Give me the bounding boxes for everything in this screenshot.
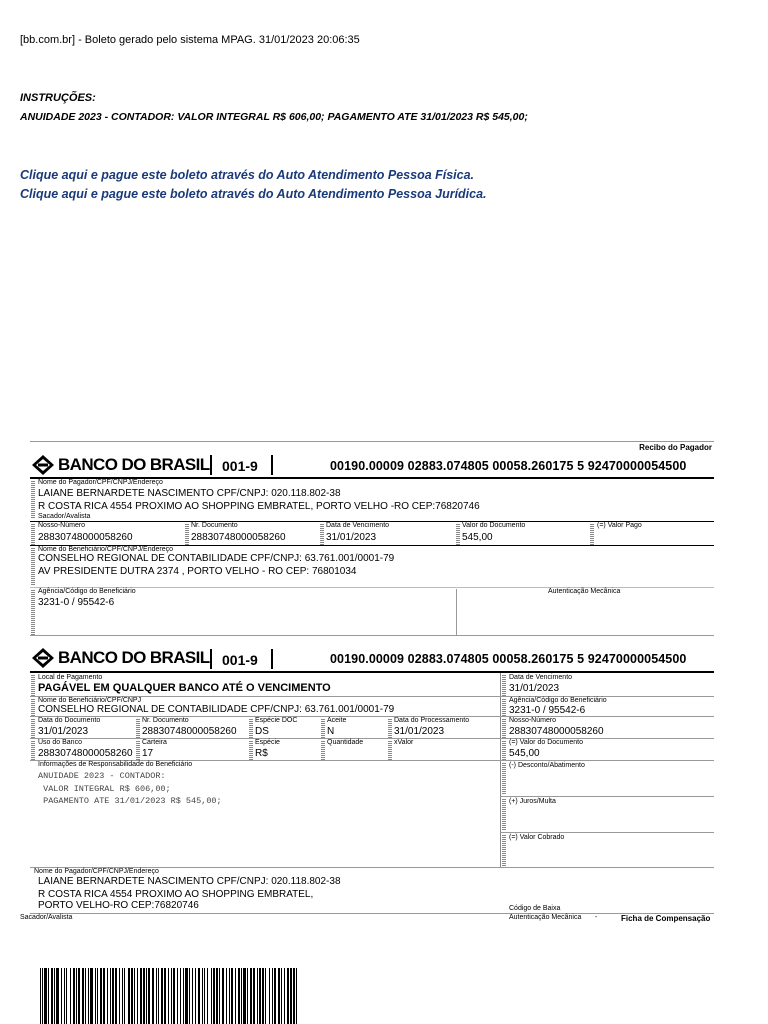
data-documento-value: 31/01/2023	[38, 726, 89, 737]
ficha-nr-doc-value: 28830748000058260	[142, 726, 237, 737]
valor-documento-label: Valor do Documento	[462, 522, 526, 529]
payer-line2: R COSTA RICA 4554 PROXIMO AO SHOPPING EMBRATEL, PORTO VELHO -RO CEP:76820746	[38, 501, 480, 512]
rule	[30, 738, 714, 739]
rule	[500, 832, 714, 833]
especie-label: Espécie	[255, 739, 280, 746]
nr-documento-value: 28830748000058260	[191, 532, 286, 543]
field-marker	[31, 547, 35, 585]
uso-banco-value: 28830748000058260	[38, 748, 133, 759]
data-documento-label: Data do Documento	[38, 717, 101, 724]
ficha-autenticacao-label: Autenticação Mecânica	[509, 914, 582, 921]
receipt-top-rule	[30, 441, 714, 442]
rule	[500, 796, 714, 797]
valor-cobrado-label: (=) Valor Cobrado	[509, 834, 565, 841]
field-marker	[502, 674, 506, 696]
bank-name: BANCO DO BRASIL	[58, 648, 210, 667]
dash-separator: -	[595, 914, 598, 921]
info-beneficiario-label: Informações de Responsabilidade do Beneficiário	[38, 761, 193, 768]
sacador-label: Sacador/Avalista	[38, 513, 91, 520]
barcode	[40, 968, 436, 1024]
rule	[30, 913, 714, 914]
divider	[456, 589, 457, 635]
field-marker	[590, 523, 594, 545]
bank-name: BANCO DO BRASIL	[58, 455, 210, 474]
carteira-value: 17	[142, 748, 154, 759]
beneficiario-line1: CONSELHO REGIONAL DE CONTABILIDADE CPF/CNPJ: 63.761.001/0001-79	[38, 553, 395, 564]
info-line: ANUIDADE 2023 - CONTADOR:	[38, 771, 166, 781]
especie-value: R$	[255, 748, 268, 759]
rule	[30, 635, 714, 636]
receipt-title: Recibo do Pagador	[639, 443, 712, 452]
field-marker	[502, 762, 506, 794]
ficha-nosso-numero-value: 28830748000058260	[509, 726, 604, 737]
ficha-vencimento-value: 31/01/2023	[509, 683, 560, 694]
field-marker	[136, 740, 140, 760]
ficha-agencia-value: 3231-0 / 95542-6	[509, 705, 586, 716]
divider	[271, 455, 273, 475]
digitable-line: 00190.00009 02883.074805 00058.260175 5 92470000054500	[330, 652, 687, 666]
xvalor-label: xValor	[394, 739, 414, 746]
page-header-text: [bb.com.br] - Boleto gerado pelo sistema MPAG. 31/01/2023 20:06:35	[20, 34, 360, 46]
field-marker	[502, 834, 506, 866]
field-marker	[249, 718, 253, 738]
field-marker	[31, 740, 35, 760]
field-marker	[502, 718, 506, 738]
field-marker	[456, 523, 460, 545]
beneficiario-label: Nome do Beneficiário/CPF/CNPJ/Endereço	[38, 546, 174, 553]
field-marker	[31, 589, 35, 635]
ficha-valor-doc-label: (=) Valor do Documento	[509, 739, 583, 746]
field-marker	[31, 718, 35, 738]
barcode-bar	[297, 968, 299, 1024]
divider	[500, 673, 501, 867]
field-marker	[320, 523, 324, 545]
local-pagamento-value: PAGÁVEL EM QUALQUER BANCO ATÉ O VENCIMENTO	[38, 682, 331, 694]
info-line: PAGAMENTO ATE 31/01/2023 R$ 545,00;	[38, 796, 222, 806]
juros-label: (+) Juros/Multa	[509, 798, 556, 805]
nr-documento-label: Nr. Documento	[191, 522, 238, 529]
ficha-beneficiario-value: CONSELHO REGIONAL DE CONTABILIDADE CPF/CNPJ: 63.761.001/0001-79	[38, 704, 395, 715]
link-pessoa-fisica[interactable]: Clique aqui e pague este boleto através do Auto Atendimento Pessoa Física.	[20, 168, 475, 182]
ficha-sacador-label: Sacador/Avalista	[20, 914, 73, 921]
ficha-nosso-numero-label: Nosso-Número	[509, 717, 557, 724]
data-processamento-value: 31/01/2023	[394, 726, 445, 737]
field-marker	[31, 480, 35, 518]
aceite-value: N	[327, 726, 335, 737]
ficha-pagador-line2: R COSTA RICA 4554 PROXIMO AO SHOPPING EMBRATEL,	[38, 889, 314, 900]
digitable-line: 00190.00009 02883.074805 00058.260175 5 92470000054500	[330, 459, 687, 473]
desconto-label: (-) Desconto/Abatimento	[509, 762, 585, 769]
payer-line1: LAIANE BERNARDETE NASCIMENTO CPF/CNPJ: 020.118.802-38	[38, 488, 341, 499]
divider	[210, 649, 212, 669]
rule	[30, 716, 714, 717]
ficha-beneficiario-label: Nome do Beneficiário/CPF/CNPJ	[38, 697, 142, 704]
ficha-pagador-line1: LAIANE BERNARDETE NASCIMENTO CPF/CNPJ: 020.118.802-38	[38, 876, 341, 887]
vencimento-value: 31/01/2023	[326, 532, 377, 543]
ficha-compensacao-label: Ficha de Compensação	[621, 914, 711, 923]
field-marker	[136, 718, 140, 738]
ficha-agencia-label: Agência/Código do Beneficiário	[509, 697, 607, 704]
field-marker	[31, 674, 35, 696]
beneficiario-line2: AV PRESIDENTE DUTRA 2374 , PORTO VELHO - RO CEP: 76801034	[38, 566, 357, 577]
field-marker	[321, 718, 325, 738]
nosso-numero-value: 28830748000058260	[38, 532, 133, 543]
valor-documento-value: 545,00	[462, 532, 493, 543]
uso-banco-label: Uso do Banco	[38, 739, 82, 746]
divider	[271, 649, 273, 669]
info-line: VALOR INTEGRAL R$ 606,00;	[38, 784, 171, 794]
field-marker	[31, 698, 35, 716]
local-pagamento-label: Local de Pagamento	[38, 674, 103, 681]
ficha-pagador-line3: PORTO VELHO-RO CEP:76820746	[38, 900, 199, 911]
bank-code: 001-9	[222, 652, 258, 668]
field-marker	[185, 523, 189, 545]
link-pessoa-juridica[interactable]: Clique aqui e pague este boleto através do Auto Atendimento Pessoa Jurídica.	[20, 187, 487, 201]
ficha-valor-doc-value: 545,00	[509, 748, 540, 759]
ficha-pagador-label: Nome do Pagador/CPF/CNPJ/Endereço	[34, 868, 159, 875]
bb-logo-icon	[32, 648, 54, 668]
field-marker	[502, 698, 506, 716]
agencia-value: 3231-0 / 95542-6	[38, 597, 115, 608]
instructions-title: INSTRUÇÕES:	[20, 92, 96, 104]
codigo-baixa-label: Código de Baixa	[509, 905, 561, 912]
field-marker	[388, 740, 392, 760]
vencimento-label: Data de Vencimento	[326, 522, 390, 529]
bank-logo	[32, 455, 210, 475]
field-marker	[502, 798, 506, 830]
instructions-text: ANUIDADE 2023 - CONTADOR: VALOR INTEGRAL R$ 606,00; PAGAMENTO ATE 31/01/2023 R$ 545,00;	[20, 111, 528, 123]
field-marker	[249, 740, 253, 760]
autenticacao-label: Autenticação Mecânica	[548, 588, 621, 595]
quantidade-label: Quantidade	[327, 739, 364, 746]
rule	[30, 671, 714, 673]
ficha-nr-doc-label: Nr. Documento	[142, 717, 189, 724]
aceite-label: Aceite	[327, 717, 347, 724]
bb-logo-icon	[32, 455, 54, 475]
divider	[210, 455, 212, 475]
field-marker	[31, 523, 35, 545]
payer-label: Nome do Pagador/CPF/CNPJ/Endereço	[38, 479, 163, 486]
bank-code: 001-9	[222, 458, 258, 474]
nosso-numero-label: Nosso-Número	[38, 522, 86, 529]
valor-pago-label: (=) Valor Pago	[597, 522, 642, 529]
especie-doc-value: DS	[255, 726, 269, 737]
field-marker	[502, 740, 506, 760]
ficha-vencimento-label: Data de Vencimento	[509, 674, 573, 681]
field-marker	[388, 718, 392, 738]
data-processamento-label: Data do Processamento	[394, 717, 470, 724]
bank-logo	[32, 648, 210, 668]
carteira-label: Carteira	[142, 739, 167, 746]
especie-doc-label: Espécie DOC	[255, 717, 298, 724]
field-marker	[321, 740, 325, 760]
agencia-label: Agência/Código do Beneficiário	[38, 588, 136, 595]
